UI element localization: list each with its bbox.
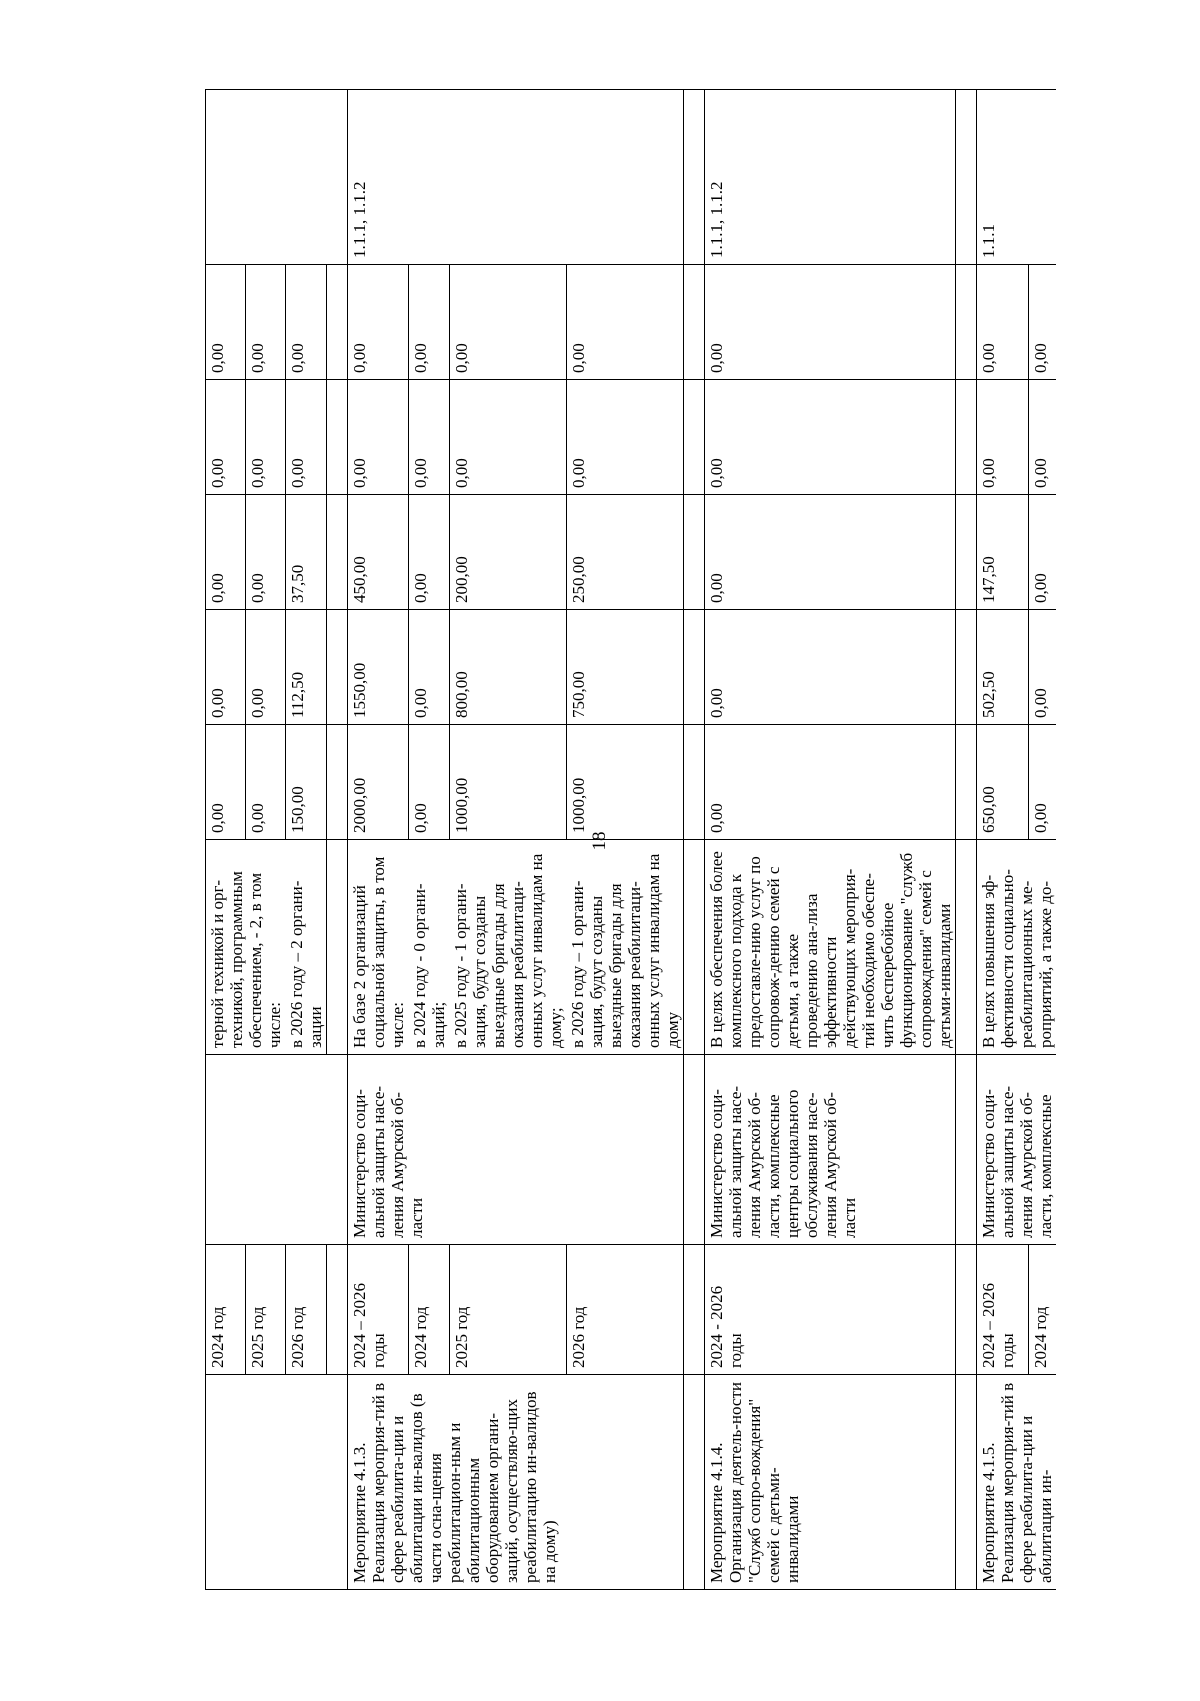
page-number: 18 xyxy=(589,831,610,851)
result-cell: в 2024 году - 0 органи-заций; xyxy=(408,840,449,1055)
value-cell: 0,00 xyxy=(348,380,409,495)
period-cell: 2024 - 2026 годы xyxy=(705,1245,956,1375)
value-cell: 0,00 xyxy=(245,380,285,495)
value-cell: 0,00 xyxy=(245,265,285,380)
value-cell: 450,00 xyxy=(348,495,409,610)
value-cell: 0,00 xyxy=(408,725,449,840)
value-cell: 0,00 xyxy=(566,380,684,495)
period-cell: 2024 – 2026 годы xyxy=(977,1245,1029,1375)
value-cell: 0,00 xyxy=(285,265,327,380)
result-cell: На базе 2 организаций социальной защиты, в том числе: xyxy=(348,840,409,1055)
result-cell: В целях повышения эф-фективности социально-реабилитационных ме-роприятий, а также до- xyxy=(977,840,1057,1055)
value-cell: 0,00 xyxy=(705,495,956,610)
value-cell: 1000,00 xyxy=(449,725,566,840)
value-cell: 0,00 xyxy=(408,380,449,495)
value-cell: 250,00 xyxy=(566,495,684,610)
table-row xyxy=(705,90,956,1590)
value-cell: 0,00 xyxy=(206,610,246,725)
value-cell: 0,00 xyxy=(1028,725,1056,840)
value-cell: 0,00 xyxy=(1028,380,1056,495)
period-cell: 2026 год xyxy=(285,1245,327,1375)
indicator-cell: 1.1.1 xyxy=(977,90,1057,265)
period-cell: 2024 год xyxy=(1028,1245,1056,1375)
value-cell: 0,00 xyxy=(245,610,285,725)
period-cell: 2026 год xyxy=(566,1245,684,1375)
table-row xyxy=(408,90,449,1590)
value-cell: 0,00 xyxy=(206,495,246,610)
indicator-cell: 1.1.1, 1.1.2 xyxy=(348,90,684,265)
value-cell: 0,00 xyxy=(408,495,449,610)
rotated-table-container xyxy=(205,90,1145,1590)
value-cell: 750,00 xyxy=(566,610,684,725)
value-cell: 0,00 xyxy=(206,725,246,840)
value-cell: 0,00 xyxy=(705,610,956,725)
event-cell: Мероприятие 4.1.5. Реализация мероприя-тий в сфере реабилита-ции и абилитации ин- xyxy=(977,1375,1057,1590)
value-cell: 800,00 xyxy=(449,610,566,725)
period-cell: 2025 год xyxy=(245,1245,285,1375)
result-cell: в 2025 году - 1 органи-зация, будут созданы выездные бригады для оказания реабилитаци-онных услуг инвалидам на дому; xyxy=(449,840,566,1055)
event-cell-empty xyxy=(206,1375,327,1590)
value-cell: 1550,00 xyxy=(348,610,409,725)
value-cell: 0,00 xyxy=(1028,265,1056,380)
value-cell: 0,00 xyxy=(348,265,409,380)
row-gap xyxy=(684,90,705,1590)
value-cell: 200,00 xyxy=(449,495,566,610)
value-cell: 0,00 xyxy=(408,265,449,380)
indicator-cell-empty xyxy=(206,90,327,265)
result-cell: в 2026 году – 1 органи-зация, будут созданы выездные бригады для оказания реабилитаци-онных услуг инвалидам на дому xyxy=(566,840,684,1055)
value-cell: 2000,00 xyxy=(348,725,409,840)
value-cell: 0,00 xyxy=(1028,610,1056,725)
event-cell: Мероприятие 4.1.3. Реализация мероприя-тий в сфере реабилита-ции и абилитации ин-валидов (в части осна-щения реабилитацион-ным и абилитационным оборудованием органи-заций, осуществляю-щих реабилитацию ин-валидов на дому) xyxy=(348,1375,684,1590)
value-cell: 0,00 xyxy=(285,380,327,495)
result-cell: В целях обеспечения более комплексного подхода к предоставле-нию услуг по сопровож-дению семей с детьми, а также проведению ана-лиза эффективности действующих мероприя-тий необходимо обеспе-чить бесперебойное функционирование "служб сопровождения" семей с детьми-инвалидами xyxy=(705,840,956,1055)
value-cell: 147,50 xyxy=(977,495,1029,610)
value-cell: 0,00 xyxy=(977,380,1029,495)
period-cell: 2024 – 2026 годы xyxy=(348,1245,409,1375)
table-row xyxy=(566,90,684,1590)
value-cell: 502,50 xyxy=(977,610,1029,725)
value-cell: 0,00 xyxy=(705,380,956,495)
event-cell: Мероприятие 4.1.4. Организация деятель-ности "Служб сопро-вождения" семей с детьми-инвалидами xyxy=(705,1375,956,1590)
period-cell: 2025 год xyxy=(449,1245,566,1375)
value-cell: 150,00 xyxy=(285,725,327,840)
period-cell: 2024 год xyxy=(408,1245,449,1375)
value-cell: 0,00 xyxy=(1028,495,1056,610)
value-cell: 0,00 xyxy=(206,265,246,380)
table-row xyxy=(348,90,409,1590)
value-cell: 0,00 xyxy=(449,265,566,380)
result-cell: терной техникой и орг-техникой, программным обеспечением, - 2, в том числе: xyxy=(206,840,286,1055)
value-cell: 37,50 xyxy=(285,495,327,610)
value-cell: 1000,00 xyxy=(566,725,684,840)
value-cell: 0,00 xyxy=(408,610,449,725)
table-row xyxy=(449,90,566,1590)
value-cell: 0,00 xyxy=(245,495,285,610)
table-row xyxy=(285,90,327,1590)
program-table xyxy=(205,89,1056,1590)
value-cell: 0,00 xyxy=(206,380,246,495)
table-row xyxy=(206,90,246,1590)
value-cell: 0,00 xyxy=(977,265,1029,380)
value-cell: 0,00 xyxy=(449,380,566,495)
executor-cell-empty xyxy=(206,1055,327,1245)
value-cell: 0,00 xyxy=(705,725,956,840)
executor-cell: Министерство соци-альной защиты насе-ления Амурской об-ласти xyxy=(348,1055,684,1245)
row-gap xyxy=(327,90,348,1590)
executor-cell: Министерство соци-альной защиты насе-ления Амурской об-ласти, комплексные xyxy=(977,1055,1057,1245)
indicator-cell: 1.1.1, 1.1.2 xyxy=(705,90,956,265)
value-cell: 650,00 xyxy=(977,725,1029,840)
table-row xyxy=(977,90,1029,1590)
period-cell: 2024 год xyxy=(206,1245,246,1375)
executor-cell: Министерство соци-альной защиты насе-ления Амурской об-ласти, комплексные центры социального обслуживания насе-ления Амурской об-ласти xyxy=(705,1055,956,1245)
value-cell: 0,00 xyxy=(566,265,684,380)
value-cell: 0,00 xyxy=(705,265,956,380)
value-cell: 0,00 xyxy=(245,725,285,840)
row-gap xyxy=(956,90,977,1590)
result-cell: в 2026 году – 2 органи-зации xyxy=(285,840,327,1055)
value-cell: 112,50 xyxy=(285,610,327,725)
